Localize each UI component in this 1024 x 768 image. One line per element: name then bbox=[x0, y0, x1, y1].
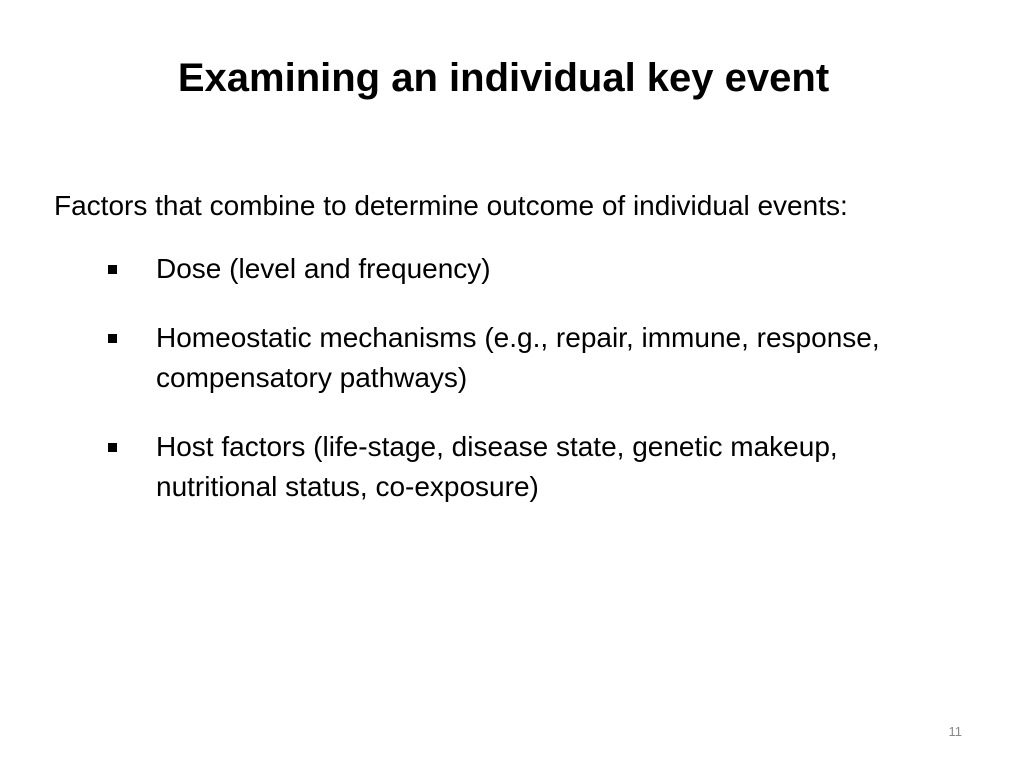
square-bullet-icon bbox=[108, 265, 117, 274]
slide-title: Examining an individual key event bbox=[177, 56, 830, 100]
bullet-text: Dose (level and frequency) bbox=[156, 253, 491, 284]
slide-number: 11 bbox=[948, 724, 962, 739]
square-bullet-icon bbox=[108, 443, 117, 452]
bullet-text: Host factors (life-stage, disease state, genetic makeup, nutritional status, co-exposure) bbox=[156, 431, 838, 502]
bullet-text: Homeostatic mechanisms (e.g., repair, immune, response, compensatory pathways) bbox=[156, 322, 880, 393]
bullet-item-homeostatic bbox=[54, 318, 954, 398]
bullet-list bbox=[54, 249, 954, 507]
bullet-item-host-factors bbox=[54, 427, 954, 507]
slide-body bbox=[54, 186, 954, 536]
square-bullet-icon bbox=[108, 334, 117, 343]
bullet-item-dose bbox=[54, 249, 954, 289]
lead-paragraph: Factors that combine to determine outcome of individual events: bbox=[54, 190, 848, 221]
